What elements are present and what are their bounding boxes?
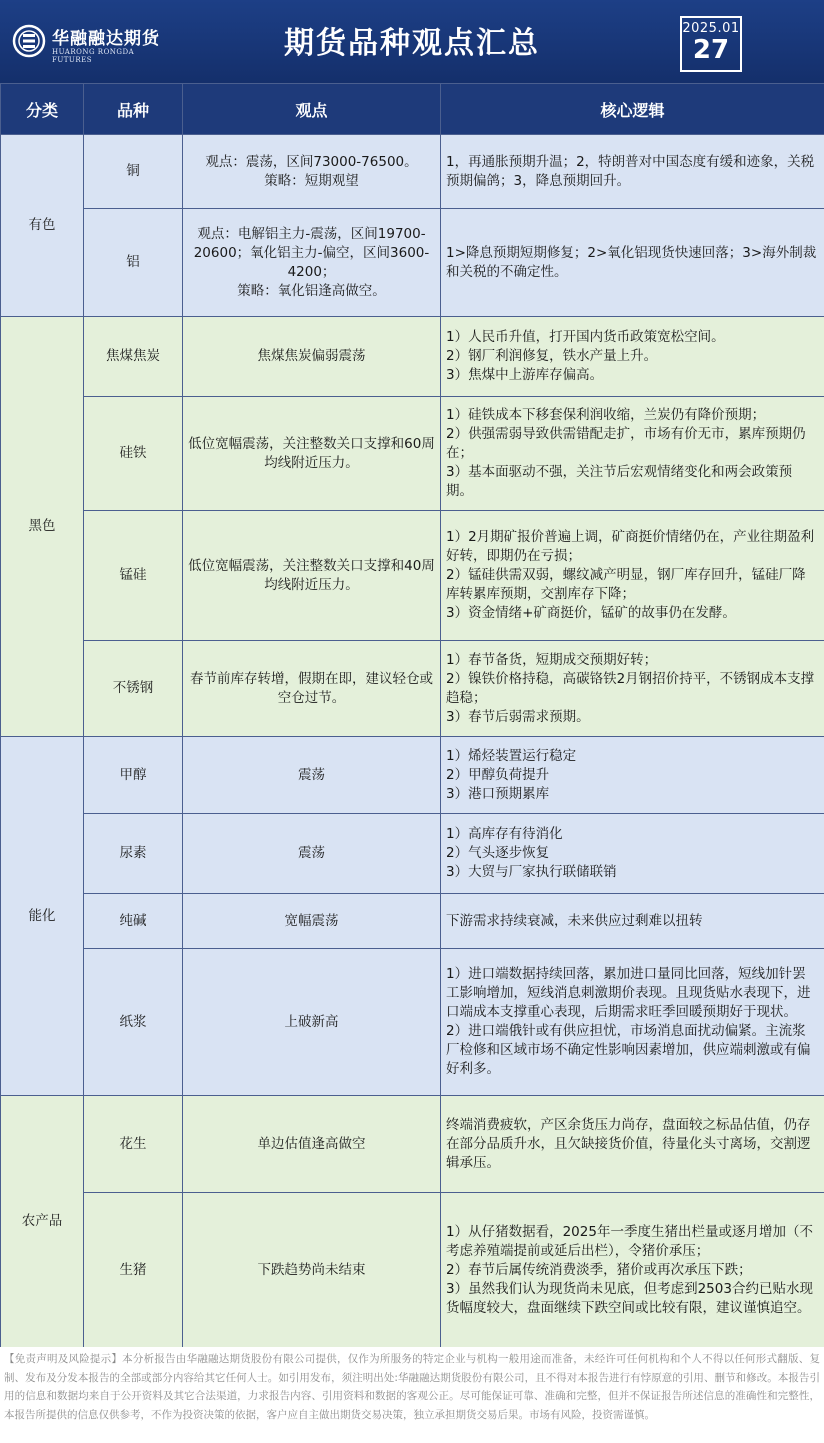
logic-cell [441, 317, 824, 397]
view-cell [183, 894, 441, 949]
variety-cell: 铝 [84, 209, 183, 317]
logic-line: 2）供强需弱导致供需错配走扩，市场有价无市，累库预期仍在； [446, 426, 806, 461]
logic-cell [441, 1096, 824, 1193]
view-cell [183, 209, 441, 317]
logic-line: 1>降息预期短期修复；2>氧化铝现货快速回落；3>海外制裁和关税的不确定性。 [446, 244, 817, 280]
view-cell [183, 135, 441, 209]
variety-cell: 花生 [84, 1096, 183, 1193]
table-row [1, 641, 824, 737]
view-cell [183, 641, 441, 737]
variety-cell: 锰硅 [84, 511, 183, 641]
table-row [1, 814, 824, 894]
variety-cell: 焦煤焦炭 [84, 317, 183, 397]
view-cell [183, 1096, 441, 1193]
view-line: 宽幅震荡 [284, 912, 339, 929]
view-line: 焦煤焦炭偏弱震荡 [257, 348, 366, 364]
logic-line: 2）进口端俄针或有供应担忧，市场消息面扰动偏紧。主流浆厂检修和区域市场不确定性影响因素增加，供应端刺激或有偏好利多。 [446, 1023, 811, 1077]
logic-line: 1，再通胀预期升温；2，特朗普对中国态度有缓和迹象，关税预期偏鸽；3，降息预期回升。 [446, 153, 815, 189]
logic-line: 1）人民币升值，打开国内货币政策宽松空间。 [446, 329, 725, 345]
logic-line: 2）甲醇负荷提升 [446, 766, 550, 783]
logic-line: 1）从仔猪数据看，2025年一季度生猪出栏量或逐月增加（不考虑养殖端提前或延后出栏），令猪价承压； [446, 1223, 813, 1259]
logic-cell [441, 135, 824, 209]
logic-line: 1）2月期矿报价普遍上调，矿商挺价情绪仍在，产业往期盈利好转，即期仍在亏损； [446, 529, 815, 564]
variety-cell: 铜 [84, 135, 183, 209]
column-header-logic: 核心逻辑 [441, 84, 824, 135]
table-row [1, 209, 824, 317]
logic-line: 1）春节备货，短期成交预期好转； [446, 651, 658, 668]
table-header-row [1, 84, 824, 135]
logic-cell [441, 894, 824, 949]
logic-cell [441, 511, 824, 641]
view-line: 震荡 [298, 766, 325, 783]
logic-line: 1）高库存有待消化 [446, 826, 563, 842]
column-header-category: 分类 [1, 84, 84, 135]
disclaimer-text: 【免责声明及风险提示】本分析报告由华融融达期货股份有限公司提供，仅作为所服务的特定企业与机构一般用途而准备，未经许可任何机构和个人不得以任何形式翻版、复制、发布及分发本报告的全部或部分内容给其它任何人士。如引用发布，须注明出处:华融融达期货股份有限公司，且不得对本报告进行有悖原意的引用、删节和修改。本报告引用的信息和数据均来自于公开资料及其它合法渠道，力求报告内容、引用资料和数据的客观公正。尽可能保证可靠、准确和完整，但并不保证报告所述信息的准确性和完整性，本报告所提供的信息仅供参考，不作为投资决策的依据，客户应自主做出期货交易决策，独立承担期货交易后果。市场有风险，投资需谨慎。 [0, 1347, 824, 1443]
logic-line: 2）钢厂利润修复，铁水产量上升。 [446, 348, 658, 364]
table-row [1, 317, 824, 397]
view-line: 观点：电解铝主力-震荡，区间19700-20600；氧化铝主力-偏空，区间3600-4200； [193, 225, 430, 280]
table-body [1, 135, 824, 1348]
table-row [1, 894, 824, 949]
view-line: 策略：短期观望 [264, 172, 359, 189]
variety-cell: 甲醇 [84, 737, 183, 814]
view-line: 策略：氧化铝逢高做空。 [237, 282, 386, 299]
logic-cell [441, 737, 824, 814]
view-line: 单边估值逢高做空 [257, 1135, 366, 1152]
report-header [0, 0, 824, 85]
logic-line: 3）焦煤中上游库存偏高。 [446, 367, 604, 383]
logic-cell [441, 397, 824, 511]
views-table [0, 83, 824, 1348]
view-line: 低位宽幅震荡，关注整数关口支撑和60周均线附近压力。 [188, 435, 435, 471]
view-cell [183, 949, 441, 1096]
logic-cell [441, 814, 824, 894]
view-cell [183, 317, 441, 397]
view-line: 观点：震荡，区间73000-76500。 [205, 153, 418, 170]
view-cell [183, 511, 441, 641]
table-row [1, 1096, 824, 1193]
logo-english-name: HUARONG RONGDA FUTURES [52, 48, 135, 64]
logic-cell [441, 1193, 824, 1348]
logic-cell [441, 209, 824, 317]
variety-cell: 纯碱 [84, 894, 183, 949]
logic-line: 2）春节后属传统消费淡季，猪价或再次承压下跌； [446, 1261, 752, 1278]
variety-cell: 尿素 [84, 814, 183, 894]
logic-line: 1）烯烃装置运行稳定 [446, 747, 577, 764]
variety-cell: 不锈钢 [84, 641, 183, 737]
category-cell: 黑色 [1, 317, 84, 737]
logic-line: 3）基本面驱动不强，关注节后宏观情绪变化和两会政策预期。 [446, 464, 793, 499]
logo-chinese-name: 华融融达期货 [52, 29, 160, 49]
table-row [1, 397, 824, 511]
logic-line: 1）硅铁成本下移套保利润收缩，兰炭仍有降价预期； [446, 407, 766, 423]
table-row [1, 135, 824, 209]
column-header-variety: 品种 [84, 84, 183, 135]
view-line: 低位宽幅震荡，关注整数关口支撑和40周均线附近压力。 [188, 557, 435, 593]
logic-line: 1）进口端数据持续回落，累加进口量同比回落，短线加针罢工影响增加，短线消息刺激期价表现。且现货贴水表现下，进口端成本支撑重心表现，后期需求旺季回暖预期好于现状。 [446, 966, 811, 1020]
date-badge [680, 16, 742, 72]
logic-line: 2）镍铁价格持稳，高碳铬铁2月钢招价持平，不锈钢成本支撑趋稳； [446, 670, 815, 706]
view-cell [183, 397, 441, 511]
view-line: 上破新高 [284, 1013, 339, 1030]
logic-line: 3）港口预期累库 [446, 785, 550, 802]
variety-cell: 生猪 [84, 1193, 183, 1348]
logic-line: 下游需求持续衰减，未来供应过剩难以扭转 [446, 912, 703, 929]
logic-line: 2）锰硅供需双弱，螺纹减产明显，钢厂库存回升，锰硅厂降库转累库预期，交割库存下降； [446, 567, 806, 602]
column-header-view: 观点 [183, 84, 441, 135]
view-line: 春节前库存转增，假期在即，建议轻仓或空仓过节。 [190, 670, 433, 706]
logic-line: 3）资金情绪+矿商挺价，锰矿的故事仍在发酵。 [446, 605, 736, 621]
view-line: 下跌趋势尚未结束 [257, 1261, 366, 1278]
table-row [1, 1193, 824, 1348]
logic-line: 终端消费疲软，产区余货压力尚存，盘面较之标品估值，仍存在部分品质升水，且欠缺接货价值，待量化头寸离场，交割逻辑承压。 [446, 1116, 811, 1171]
logic-line: 3）春节后弱需求预期。 [446, 708, 590, 725]
logic-cell [441, 641, 824, 737]
date-year-month: 2025.01 [682, 21, 740, 36]
view-cell [183, 814, 441, 894]
view-cell [183, 1193, 441, 1348]
table-row [1, 949, 824, 1096]
table-row [1, 511, 824, 641]
page-title: 期货品种观点汇总 [284, 26, 540, 61]
logic-line: 3）虽然我们认为现货尚未见底，但考虑到2503合约已贴水现货幅度较大，盘面继续下跌空间或比较有限，建议谨慎追空。 [446, 1280, 813, 1316]
logic-cell [441, 949, 824, 1096]
variety-cell: 纸浆 [84, 949, 183, 1096]
category-cell: 农产品 [1, 1096, 84, 1348]
logic-line: 2）气头逐步恢复 [446, 845, 550, 861]
category-cell: 能化 [1, 737, 84, 1096]
variety-cell: 硅铁 [84, 397, 183, 511]
category-cell: 有色 [1, 135, 84, 317]
logic-line: 3）大贸与厂家执行联储联销 [446, 864, 617, 880]
table-row [1, 737, 824, 814]
date-day: 27 [692, 35, 730, 65]
view-line: 震荡 [298, 845, 325, 861]
view-cell [183, 737, 441, 814]
